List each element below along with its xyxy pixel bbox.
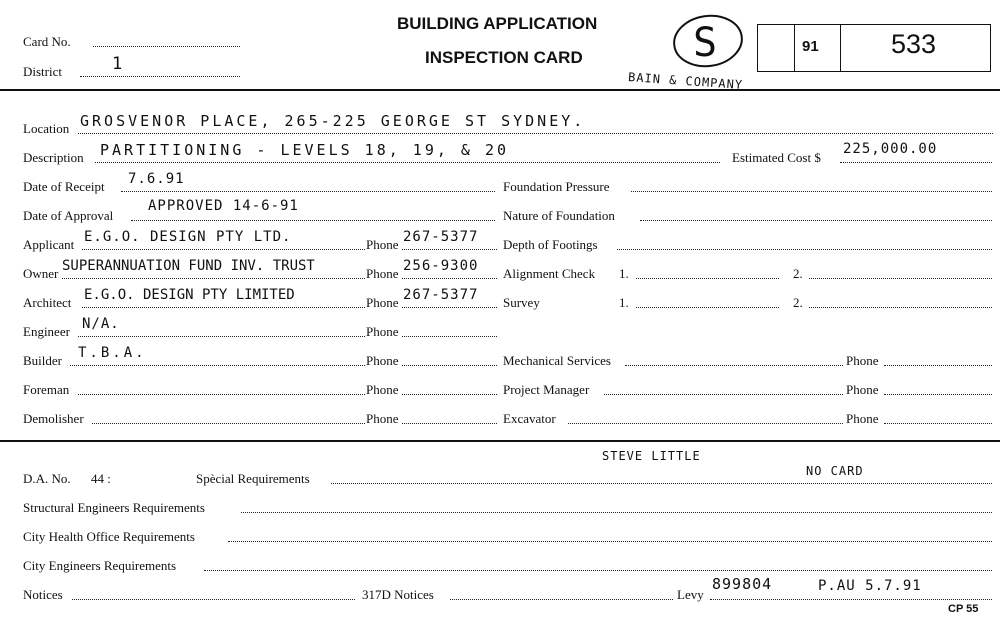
location-label: Location	[23, 121, 70, 136]
estimated-cost-value: 225,000.00	[843, 141, 938, 157]
survey-num1: 1.	[619, 295, 629, 310]
applicant-label: Applicant	[23, 237, 75, 252]
card-title-line2: INSPECTION CARD	[425, 48, 583, 67]
district-label: District	[23, 64, 62, 79]
engineer-label: Engineer	[23, 324, 70, 339]
estimated-cost-label: Estimated Cost $	[732, 150, 821, 165]
architect-value: E.G.O. DESIGN PTY LIMITED	[84, 287, 295, 303]
header-divider	[0, 89, 1000, 91]
applicant-phone-value: 267-5377	[403, 229, 479, 245]
engineer-value: N/A.	[82, 316, 120, 332]
builder-phone-label: Phone	[366, 353, 399, 368]
foreman-label: Foreman	[23, 382, 70, 397]
date-receipt-label: Date of Receipt	[23, 179, 105, 194]
circled-letter: S	[693, 20, 718, 66]
applicant-value: E.G.O. DESIGN PTY LTD.	[84, 229, 292, 245]
architect-phone-label: Phone	[366, 295, 399, 310]
mechanical-services-label: Mechanical Services	[503, 353, 611, 368]
date-approval-label: Date of Approval	[23, 208, 114, 223]
excavator-label: Excavator	[503, 411, 556, 426]
owner-label: Owner	[23, 266, 59, 281]
alignment-num2: 2.	[793, 266, 803, 281]
excavator-phone-label: Phone	[846, 411, 879, 426]
survey-label: Survey	[503, 295, 540, 310]
section-divider	[0, 440, 1000, 442]
owner-value: SUPERANNUATION FUND INV. TRUST	[62, 258, 315, 274]
survey-num2: 2.	[793, 295, 803, 310]
da-no-label: D.A. No.	[23, 471, 71, 486]
nature-foundation-label: Nature of Foundation	[503, 208, 615, 223]
builder-note: BAIN & COMPANY	[627, 70, 744, 92]
da-no-value: 44 :	[91, 471, 111, 486]
district-value: 1	[112, 54, 124, 74]
district-line	[80, 76, 240, 77]
description-value: PARTITIONING - LEVELS 18, 19, & 20	[100, 141, 510, 159]
demolisher-label: Demolisher	[23, 411, 84, 426]
architect-label: Architect	[23, 295, 72, 310]
notices-label: Notices	[23, 587, 63, 602]
card-number-box	[757, 24, 991, 72]
alignment-check-label: Alignment Check	[503, 266, 596, 281]
demolisher-phone-label: Phone	[366, 411, 399, 426]
levy-value: 899804	[712, 575, 773, 593]
levy-note: P.AU 5.7.91	[818, 578, 922, 594]
levy-label: Levy	[677, 587, 704, 602]
card-no-line	[93, 46, 240, 47]
circled-letter-mark	[668, 8, 748, 74]
applicant-phone-label: Phone	[366, 237, 399, 252]
mechanical-phone-label: Phone	[846, 353, 879, 368]
card-number: 533	[891, 29, 937, 59]
foreman-phone-label: Phone	[366, 382, 399, 397]
depth-footings-label: Depth of Footings	[503, 237, 598, 252]
card-title-line1: BUILDING APPLICATION	[397, 14, 598, 33]
special-note-1: STEVE LITTLE	[602, 449, 701, 463]
date-approval-value: APPROVED 14-6-91	[148, 198, 299, 214]
foundation-pressure-label: Foundation Pressure	[503, 179, 610, 194]
builder-value: T.B.A.	[78, 345, 147, 361]
special-requirements-label: Spècial Requirements	[196, 471, 310, 486]
structural-requirements-label: Structural Engineers Requirements	[23, 500, 205, 515]
owner-phone-value: 256-9300	[403, 258, 479, 274]
special-note-2: NO CARD	[806, 464, 864, 478]
builder-label: Builder	[23, 353, 62, 368]
city-engineers-requirements-label: City Engineers Requirements	[23, 558, 177, 573]
card-year: 91	[802, 38, 819, 55]
engineer-phone-label: Phone	[366, 324, 399, 339]
location-value: GROSVENOR PLACE, 265-225 GEORGE ST SYDNEY.	[80, 112, 586, 130]
project-manager-phone-label: Phone	[846, 382, 879, 397]
form-code: CP 55	[948, 603, 979, 615]
project-manager-label: Project Manager	[503, 382, 590, 397]
alignment-num1: 1.	[619, 266, 629, 281]
description-label: Description	[23, 150, 84, 165]
card-no-label: Card No.	[23, 34, 71, 49]
health-requirements-label: City Health Office Requirements	[23, 529, 195, 544]
architect-phone-value: 267-5377	[403, 287, 479, 303]
notices-317d-label: 317D Notices	[362, 587, 434, 602]
date-receipt-value: 7.6.91	[128, 171, 185, 187]
owner-phone-label: Phone	[366, 266, 399, 281]
